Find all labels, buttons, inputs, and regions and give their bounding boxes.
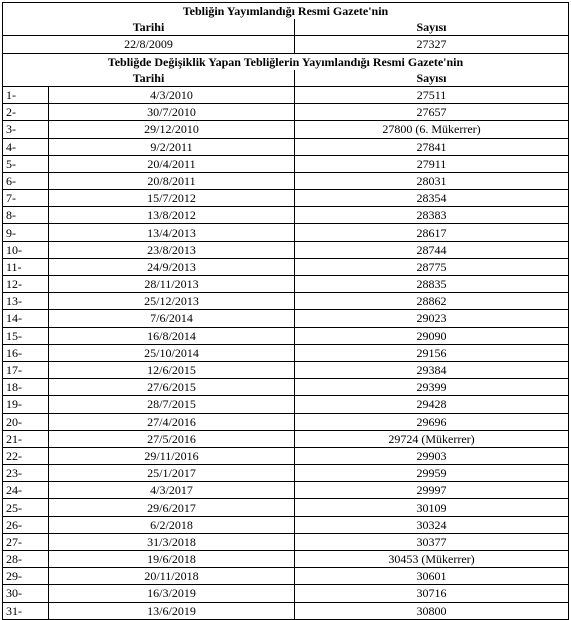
amend-section-number-header: Sayısı — [295, 70, 569, 87]
table-row — [3, 344, 569, 361]
gazette-table — [2, 2, 569, 620]
row-date: 20/11/2018 — [49, 568, 295, 585]
row-date: 29/12/2010 — [49, 121, 295, 138]
row-gazette-number: 30716 — [295, 585, 569, 602]
row-gazette-number: 27911 — [295, 155, 569, 172]
row-number: 24- — [3, 482, 49, 499]
row-gazette-number: 29428 — [295, 396, 569, 413]
row-number: 15- — [3, 327, 49, 344]
row-number: 7- — [3, 190, 49, 207]
row-gazette-number: 28383 — [295, 207, 569, 224]
row-number: 12- — [3, 276, 49, 293]
row-gazette-number: 29696 — [295, 413, 569, 430]
table-row — [3, 224, 569, 241]
row-number: 4- — [3, 138, 49, 155]
row-gazette-number: 28617 — [295, 224, 569, 241]
row-date: 23/8/2013 — [49, 241, 295, 258]
gazette-table-body — [3, 3, 569, 620]
row-number: 25- — [3, 499, 49, 516]
row-gazette-number: 29724 (Mükerrer) — [295, 430, 569, 447]
row-number: 22- — [3, 447, 49, 464]
row-gazette-number: 29384 — [295, 361, 569, 378]
amend-section-date-header: Tarihi — [3, 70, 295, 87]
table-row — [3, 276, 569, 293]
row-number: 6- — [3, 172, 49, 189]
table-row — [3, 310, 569, 327]
row-number: 28- — [3, 551, 49, 568]
row-gazette-number: 29959 — [295, 465, 569, 482]
amend-section-title-row — [3, 53, 569, 70]
table-row — [3, 121, 569, 138]
row-number: 29- — [3, 568, 49, 585]
amend-section-header-row — [3, 70, 569, 87]
table-row — [3, 104, 569, 121]
row-gazette-number: 28031 — [295, 172, 569, 189]
row-gazette-number: 27657 — [295, 104, 569, 121]
row-gazette-number: 27841 — [295, 138, 569, 155]
row-number: 3- — [3, 121, 49, 138]
row-number: 13- — [3, 293, 49, 310]
row-number: 21- — [3, 430, 49, 447]
row-number: 5- — [3, 155, 49, 172]
row-date: 4/3/2010 — [49, 86, 295, 103]
row-number: 11- — [3, 258, 49, 275]
table-row — [3, 86, 569, 103]
table-row — [3, 241, 569, 258]
row-date: 16/3/2019 — [49, 585, 295, 602]
table-row — [3, 568, 569, 585]
first-section-data-row — [3, 36, 569, 53]
row-number: 1- — [3, 86, 49, 103]
row-gazette-number: 28775 — [295, 258, 569, 275]
row-gazette-number: 30601 — [295, 568, 569, 585]
table-row — [3, 447, 569, 464]
row-date: 7/6/2014 — [49, 310, 295, 327]
row-date: 28/7/2015 — [49, 396, 295, 413]
row-date: 31/3/2018 — [49, 533, 295, 550]
row-date: 30/7/2010 — [49, 104, 295, 121]
first-section-number-header: Sayısı — [295, 19, 569, 36]
row-gazette-number: 29156 — [295, 344, 569, 361]
amend-section-title: Tebliğde Değişiklik Yapan Tebliğlerin Yayımlandığı Resmi Gazete'nin — [3, 53, 569, 70]
first-section-header-row — [3, 19, 569, 36]
row-number: 9- — [3, 224, 49, 241]
row-number: 10- — [3, 241, 49, 258]
row-date: 13/6/2019 — [49, 602, 295, 619]
row-number: 26- — [3, 516, 49, 533]
row-gazette-number: 28862 — [295, 293, 569, 310]
first-section-title: Tebliğin Yayımlandığı Resmi Gazete'nin — [3, 3, 569, 20]
row-number: 8- — [3, 207, 49, 224]
row-date: 25/10/2014 — [49, 344, 295, 361]
table-row — [3, 465, 569, 482]
row-gazette-number: 29399 — [295, 379, 569, 396]
row-date: 27/5/2016 — [49, 430, 295, 447]
row-number: 20- — [3, 413, 49, 430]
table-row — [3, 379, 569, 396]
table-row — [3, 430, 569, 447]
table-row — [3, 602, 569, 619]
table-row — [3, 138, 569, 155]
row-date: 16/8/2014 — [49, 327, 295, 344]
row-number: 31- — [3, 602, 49, 619]
row-number: 30- — [3, 585, 49, 602]
table-row — [3, 207, 569, 224]
first-section-date-header: Tarihi — [3, 19, 295, 36]
table-row — [3, 551, 569, 568]
row-date: 25/12/2013 — [49, 293, 295, 310]
row-date: 12/6/2015 — [49, 361, 295, 378]
table-row — [3, 190, 569, 207]
row-date: 4/3/2017 — [49, 482, 295, 499]
table-row — [3, 293, 569, 310]
row-number: 27- — [3, 533, 49, 550]
table-row — [3, 585, 569, 602]
row-gazette-number: 30800 — [295, 602, 569, 619]
row-gazette-number: 27511 — [295, 86, 569, 103]
row-gazette-number: 29090 — [295, 327, 569, 344]
row-date: 29/11/2016 — [49, 447, 295, 464]
gazette-table-wrapper — [2, 2, 569, 620]
row-date: 28/11/2013 — [49, 276, 295, 293]
row-date: 9/2/2011 — [49, 138, 295, 155]
row-number: 2- — [3, 104, 49, 121]
row-gazette-number: 30109 — [295, 499, 569, 516]
first-section-title-row — [3, 3, 569, 20]
row-gazette-number: 30377 — [295, 533, 569, 550]
table-row — [3, 172, 569, 189]
row-number: 23- — [3, 465, 49, 482]
row-date: 6/2/2018 — [49, 516, 295, 533]
row-number: 19- — [3, 396, 49, 413]
row-number: 17- — [3, 361, 49, 378]
row-number: 16- — [3, 344, 49, 361]
row-gazette-number: 27800 (6. Mükerrer) — [295, 121, 569, 138]
table-row — [3, 327, 569, 344]
table-row — [3, 258, 569, 275]
row-date: 13/4/2013 — [49, 224, 295, 241]
row-date: 20/4/2011 — [49, 155, 295, 172]
row-gazette-number: 30324 — [295, 516, 569, 533]
row-date: 25/1/2017 — [49, 465, 295, 482]
row-gazette-number: 28744 — [295, 241, 569, 258]
table-row — [3, 533, 569, 550]
table-row — [3, 516, 569, 533]
row-date: 19/6/2018 — [49, 551, 295, 568]
table-row — [3, 499, 569, 516]
first-section-number: 27327 — [295, 36, 569, 53]
row-gazette-number: 29023 — [295, 310, 569, 327]
row-gazette-number: 29903 — [295, 447, 569, 464]
row-date: 20/8/2011 — [49, 172, 295, 189]
row-date: 13/8/2012 — [49, 207, 295, 224]
row-date: 27/4/2016 — [49, 413, 295, 430]
row-date: 29/6/2017 — [49, 499, 295, 516]
row-date: 15/7/2012 — [49, 190, 295, 207]
row-number: 18- — [3, 379, 49, 396]
row-gazette-number: 30453 (Mükerrer) — [295, 551, 569, 568]
row-date: 27/6/2015 — [49, 379, 295, 396]
table-row — [3, 413, 569, 430]
row-date: 24/9/2013 — [49, 258, 295, 275]
row-number: 14- — [3, 310, 49, 327]
first-section-date: 22/8/2009 — [3, 36, 295, 53]
row-gazette-number: 28835 — [295, 276, 569, 293]
row-gazette-number: 29997 — [295, 482, 569, 499]
table-row — [3, 482, 569, 499]
row-gazette-number: 28354 — [295, 190, 569, 207]
table-row — [3, 155, 569, 172]
table-row — [3, 396, 569, 413]
table-row — [3, 361, 569, 378]
